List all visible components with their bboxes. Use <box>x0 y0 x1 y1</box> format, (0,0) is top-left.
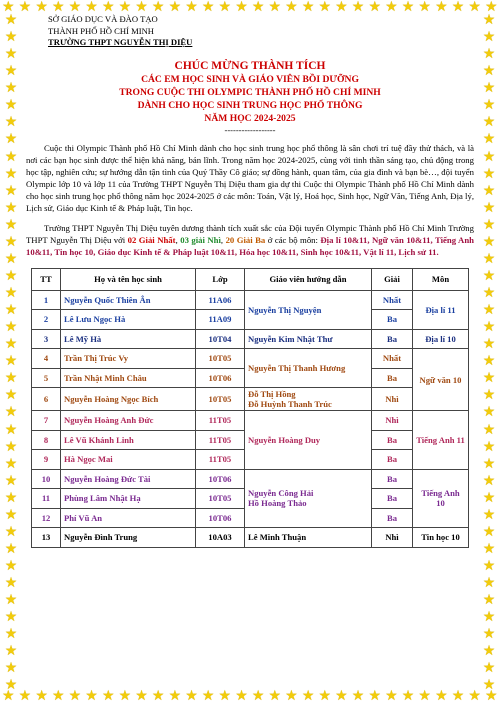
cell-tt: 7 <box>32 411 61 431</box>
star-icon: ★ <box>251 0 265 15</box>
cell-class: 10T05 <box>196 489 245 509</box>
table-row <box>32 290 469 310</box>
star-icon: ★ <box>482 644 496 660</box>
cell-tt: 9 <box>32 450 61 470</box>
star-icon: ★ <box>482 593 496 609</box>
title-line-3: DÀNH CHO HỌC SINH TRUNG HỌC PHỔ THÔNG <box>137 99 363 111</box>
star-icon: ★ <box>351 0 365 15</box>
cell-class: 10T06 <box>196 508 245 528</box>
star-icon: ★ <box>201 689 215 704</box>
star-icon: ★ <box>4 234 18 250</box>
cell-award: Nhì <box>372 411 413 431</box>
star-icon: ★ <box>4 627 18 643</box>
star-icon: ★ <box>4 30 18 46</box>
achievement-intro: Trường THPT Nguyễn Thị Diệu tuyên dương thành tích xuất sắc của Đội tuyển Olympic Thành phố Hồ Chí Minh Trường THPT Nguyễn Thị Diệu với <box>26 222 474 245</box>
school-name: TRƯỜNG THPT NGUYỄN THỊ DIỆU <box>48 37 193 47</box>
star-icon: ★ <box>482 371 496 387</box>
star-icon: ★ <box>168 689 182 704</box>
cell-award: Ba <box>372 508 413 528</box>
cell-student-name: Lê Lưu Ngọc Hà <box>61 310 196 330</box>
star-icon: ★ <box>185 0 198 15</box>
second-prize-count: 03 giải Nhì <box>180 234 221 245</box>
cell-tt: 10 <box>32 469 61 489</box>
star-icon: ★ <box>482 388 496 404</box>
department-name: SỞ GIÁO DỤC VÀ ĐÀO TẠO <box>48 14 158 24</box>
cell-award: Nhì <box>372 388 413 411</box>
cell-student-name: Phùng Lâm Nhật Hạ <box>61 489 196 509</box>
star-border-bottom <box>0 690 500 706</box>
star-icon: ★ <box>101 689 115 704</box>
star-icon: ★ <box>4 303 18 319</box>
intro-paragraph: Cuộc thi Olympic Thành phố Hồ Chí Minh dành cho học sinh trung học phổ thông là sân chơi trí tuệ đầy thử thách, và là nơi các bạn học sinh được thể hiện khả năng, bản lĩnh. Trong năm học 2024-2025, cùng với tinh thần sáng tạo, chủ động trong học tập, nghiên cứu; sự hướng dẫn tận tình của Quý Thầy Cô giáo; sự đồng hành, quan tâm, của gia đình và bạn bè…, đội tuyển Olympic lớp 10 và lớp 11 của Trường THPT Nguyễn Thị Diệu tham gia dự thi Cuộc thi Olympic Thành phố Hồ Chí Minh dành cho học sinh trung học phổ thông năm học 2024-2025 ở các môn: Toán, Vật lý, Hoá học, Sinh học, Ngữ Văn, Tiếng Anh, Địa lý, Lịch sử, Giáo dục Kinh tế & Pháp luật, Tin học. <box>26 142 474 213</box>
cell-tt: 6 <box>32 388 61 411</box>
star-icon: ★ <box>68 0 82 15</box>
achievement-paragraph <box>26 222 474 258</box>
star-icon: ★ <box>4 559 18 574</box>
star-icon: ★ <box>4 354 18 370</box>
star-icon: ★ <box>482 251 496 267</box>
cell-award: Ba <box>372 450 413 470</box>
star-icon: ★ <box>418 0 431 15</box>
star-icon: ★ <box>4 524 18 540</box>
star-icon: ★ <box>482 81 496 97</box>
star-icon: ★ <box>268 0 282 15</box>
cell-class: 10T05 <box>196 349 245 369</box>
star-icon: ★ <box>4 337 18 353</box>
star-icon: ★ <box>482 559 496 574</box>
cell-award: Nhất <box>372 290 413 310</box>
star-icon: ★ <box>4 149 18 165</box>
star-icon: ★ <box>482 439 496 455</box>
title-divider: ------------------ <box>224 124 276 135</box>
star-icon: ★ <box>318 689 332 704</box>
star-icon: ★ <box>401 689 415 704</box>
title-line-1: CÁC EM HỌC SINH VÀ GIÁO VIÊN BỒI DƯỠNG <box>141 73 359 85</box>
star-icon: ★ <box>482 320 496 336</box>
star-icon: ★ <box>482 30 496 46</box>
header-award: Giải <box>372 268 413 290</box>
cell-award: Ba <box>372 310 413 330</box>
star-icon: ★ <box>118 0 132 15</box>
star-icon: ★ <box>482 473 496 489</box>
cell-award: Nhất <box>372 349 413 369</box>
star-icon: ★ <box>251 689 265 704</box>
cell-subject: Địa lí 10 <box>413 329 469 349</box>
cell-teacher <box>245 388 372 411</box>
star-icon: ★ <box>318 0 332 15</box>
star-icon: ★ <box>482 507 496 523</box>
star-icon: ★ <box>85 0 98 15</box>
star-icon: ★ <box>4 661 18 677</box>
table-row <box>32 349 469 369</box>
header-subject: Môn <box>413 268 469 290</box>
table-row <box>32 469 469 489</box>
cell-class: 10T04 <box>196 329 245 349</box>
star-icon: ★ <box>285 0 298 15</box>
star-icon: ★ <box>4 183 18 199</box>
star-icon: ★ <box>482 456 496 472</box>
star-icon: ★ <box>482 337 496 353</box>
star-icon: ★ <box>482 610 496 626</box>
star-icon: ★ <box>235 0 248 15</box>
star-icon: ★ <box>368 689 381 704</box>
third-prize-count: 20 Giải Ba <box>225 234 266 245</box>
title-line-2: TRONG CUỘC THI OLYMPIC THÀNH PHỐ HỒ CHÍ MINH <box>119 86 381 98</box>
subjects-list: Địa lí 10&11, Ngữ văn 10&11, Tiếng Anh 10&11, Tin học 10, Giáo dục Kinh tế & Pháp luật 10&11, Hóa học 10&11, Sinh học 10&11, Vật lí 11, Lịch sử 11. <box>26 234 474 257</box>
cell-tt: 5 <box>32 368 61 388</box>
cell-subject: Tin học 10 <box>413 528 469 548</box>
star-icon: ★ <box>351 689 365 704</box>
cell-class: 11T05 <box>196 411 245 431</box>
table-header-row <box>32 268 469 290</box>
cell-student-name: Nguyễn Quốc Thiên Ân <box>61 290 196 310</box>
cell-teacher <box>245 469 372 528</box>
star-icon: ★ <box>4 610 18 626</box>
star-icon: ★ <box>4 47 18 63</box>
separator: , <box>220 234 224 245</box>
star-icon: ★ <box>482 64 496 80</box>
star-icon: ★ <box>482 627 496 643</box>
cell-subject: Ngữ văn 10 <box>413 349 469 411</box>
cell-tt: 13 <box>32 528 61 548</box>
star-icon: ★ <box>51 689 65 704</box>
star-icon: ★ <box>4 456 18 472</box>
star-icon: ★ <box>118 689 132 704</box>
star-icon: ★ <box>4 115 18 131</box>
cell-student-name: Nguyễn Hoàng Anh Đức <box>61 411 196 431</box>
star-icon: ★ <box>218 0 232 15</box>
city-name: THÀNH PHỐ HỒ CHÍ MINH <box>48 25 154 36</box>
cell-student-name: Lê Vũ Khánh Linh <box>61 430 196 450</box>
star-icon: ★ <box>4 507 18 523</box>
star-icon: ★ <box>4 217 18 233</box>
star-icon: ★ <box>4 678 18 694</box>
star-icon: ★ <box>482 47 496 63</box>
star-icon: ★ <box>482 115 496 131</box>
cell-student-name: Nguyễn Đình Trung <box>61 528 196 548</box>
star-icon: ★ <box>435 0 448 15</box>
document-body <box>26 14 474 548</box>
star-icon: ★ <box>482 541 496 557</box>
table-row <box>32 528 469 548</box>
star-icon: ★ <box>168 0 182 15</box>
star-icon: ★ <box>18 0 32 15</box>
star-icon: ★ <box>4 439 18 455</box>
teacher-name: Đỗ Thị Hồng <box>248 389 296 399</box>
star-border-right <box>481 14 497 694</box>
cell-class: 10A03 <box>196 528 245 548</box>
star-icon: ★ <box>4 166 18 182</box>
star-icon: ★ <box>451 689 465 704</box>
star-icon: ★ <box>335 0 348 15</box>
teacher-name: Hồ Hoàng Thảo <box>248 498 307 509</box>
star-icon: ★ <box>482 405 496 421</box>
star-icon: ★ <box>235 689 248 704</box>
cell-student-name: Nguyễn Hoàng Ngọc Bích <box>61 388 196 411</box>
header-tt: TT <box>32 268 61 290</box>
organization-header <box>48 14 474 49</box>
star-icon: ★ <box>4 320 18 336</box>
cell-tt: 8 <box>32 430 61 450</box>
star-icon: ★ <box>4 473 18 489</box>
star-icon: ★ <box>4 388 18 404</box>
star-icon: ★ <box>218 689 232 704</box>
teacher-name: Đỗ Huỳnh Thanh Trúc <box>248 399 332 409</box>
star-icon: ★ <box>4 405 18 421</box>
table-row <box>32 329 469 349</box>
teacher-name: Nguyễn Công Hải <box>248 488 314 499</box>
cell-teacher: Nguyễn Thị Nguyện <box>245 290 372 329</box>
star-icon: ★ <box>485 689 498 704</box>
cell-class: 11T05 <box>196 430 245 450</box>
star-icon: ★ <box>482 490 496 506</box>
star-icon: ★ <box>4 64 18 80</box>
cell-student-name: Trần Thị Trúc Vy <box>61 349 196 369</box>
star-icon: ★ <box>418 689 431 704</box>
star-icon: ★ <box>482 166 496 182</box>
congratulations-title <box>26 59 474 125</box>
cell-tt: 2 <box>32 310 61 330</box>
star-icon: ★ <box>4 593 18 609</box>
star-icon: ★ <box>4 81 18 97</box>
star-icon: ★ <box>4 200 18 216</box>
star-icon: ★ <box>4 286 18 301</box>
star-icon: ★ <box>482 98 496 114</box>
cell-subject: Địa lí 11 <box>413 290 469 329</box>
star-icon: ★ <box>85 689 98 704</box>
star-icon: ★ <box>4 132 18 148</box>
star-icon: ★ <box>482 422 496 438</box>
star-icon: ★ <box>451 0 465 15</box>
cell-class: 11T05 <box>196 450 245 470</box>
star-icon: ★ <box>4 98 18 114</box>
star-icon: ★ <box>468 689 481 704</box>
star-icon: ★ <box>4 268 18 284</box>
star-icon: ★ <box>482 303 496 319</box>
star-icon: ★ <box>4 251 18 267</box>
star-icon: ★ <box>482 132 496 148</box>
star-icon: ★ <box>482 217 496 233</box>
cell-student-name: Phí Vũ An <box>61 508 196 528</box>
star-icon: ★ <box>18 689 32 704</box>
cell-class: 11A06 <box>196 290 245 310</box>
star-icon: ★ <box>301 689 315 704</box>
star-icon: ★ <box>2 689 15 704</box>
cell-teacher: Lê Minh Thuận <box>245 528 372 548</box>
cell-award: Ba <box>372 368 413 388</box>
star-icon: ★ <box>482 286 496 301</box>
cell-student-name: Nguyễn Hoàng Đức Tài <box>61 469 196 489</box>
star-icon: ★ <box>151 0 165 15</box>
separator: , <box>175 234 178 245</box>
star-icon: ★ <box>35 0 48 15</box>
star-icon: ★ <box>482 234 496 250</box>
table-row <box>32 388 469 411</box>
cell-tt: 3 <box>32 329 61 349</box>
cell-award: Ba <box>372 329 413 349</box>
cell-award: Ba <box>372 489 413 509</box>
cell-class: 10T06 <box>196 469 245 489</box>
star-icon: ★ <box>482 183 496 199</box>
cell-class: 10T06 <box>196 368 245 388</box>
star-icon: ★ <box>468 0 481 15</box>
star-icon: ★ <box>482 678 496 694</box>
cell-award: Nhì <box>372 528 413 548</box>
table-row <box>32 411 469 431</box>
star-icon: ★ <box>482 354 496 370</box>
star-icon: ★ <box>268 689 282 704</box>
star-icon: ★ <box>185 689 198 704</box>
header-teacher: Giáo viên hướng dẫn <box>245 268 372 290</box>
first-prize-count: 02 Giải Nhất <box>127 234 176 245</box>
star-icon: ★ <box>482 200 496 216</box>
star-icon: ★ <box>101 0 115 15</box>
cell-student-name: Hà Ngọc Mai <box>61 450 196 470</box>
star-icon: ★ <box>151 689 165 704</box>
results-table <box>31 268 469 548</box>
star-icon: ★ <box>482 661 496 677</box>
star-icon: ★ <box>51 0 65 15</box>
star-icon: ★ <box>482 13 496 28</box>
header-class: Lớp <box>196 268 245 290</box>
cell-tt: 1 <box>32 290 61 310</box>
cell-class: 10T05 <box>196 388 245 411</box>
star-icon: ★ <box>385 0 398 15</box>
cell-teacher: Nguyễn Hoàng Duy <box>245 411 372 470</box>
star-border-left <box>3 14 19 694</box>
title-main: CHÚC MỪNG THÀNH TÍCH <box>174 59 326 72</box>
star-icon: ★ <box>485 0 498 15</box>
star-icon: ★ <box>301 0 315 15</box>
title-line-4: NĂM HỌC 2024-2025 <box>204 112 296 124</box>
star-icon: ★ <box>335 689 348 704</box>
star-icon: ★ <box>385 689 398 704</box>
cell-teacher: Nguyễn Thị Thanh Hương <box>245 349 372 388</box>
star-icon: ★ <box>435 689 448 704</box>
cell-teacher: Nguyễn Kim Nhật Thư <box>245 329 372 349</box>
cell-student-name: Lê Mỹ Hà <box>61 329 196 349</box>
subjects-intro: ở các bộ môn: <box>267 234 318 245</box>
star-icon: ★ <box>68 689 82 704</box>
star-icon: ★ <box>368 0 381 15</box>
cell-award: Ba <box>372 430 413 450</box>
cell-class: 11A09 <box>196 310 245 330</box>
cell-tt: 12 <box>32 508 61 528</box>
star-icon: ★ <box>482 149 496 165</box>
cell-award: Ba <box>372 469 413 489</box>
star-icon: ★ <box>135 689 148 704</box>
star-icon: ★ <box>482 576 496 592</box>
star-icon: ★ <box>482 268 496 284</box>
header-student-name: Họ và tên học sinh <box>61 268 196 290</box>
star-icon: ★ <box>201 0 215 15</box>
star-icon: ★ <box>285 689 298 704</box>
star-icon: ★ <box>35 689 48 704</box>
star-icon: ★ <box>135 0 148 15</box>
star-icon: ★ <box>401 0 415 15</box>
star-icon: ★ <box>2 0 15 15</box>
star-icon: ★ <box>4 422 18 438</box>
star-icon: ★ <box>4 371 18 387</box>
star-icon: ★ <box>482 524 496 540</box>
star-icon: ★ <box>4 490 18 506</box>
star-icon: ★ <box>4 541 18 557</box>
star-icon: ★ <box>4 576 18 592</box>
cell-tt: 11 <box>32 489 61 509</box>
cell-tt: 4 <box>32 349 61 369</box>
cell-subject: Tiếng Anh 10 <box>413 469 469 528</box>
cell-subject: Tiếng Anh 11 <box>413 411 469 470</box>
star-icon: ★ <box>4 13 18 28</box>
star-icon: ★ <box>4 644 18 660</box>
cell-student-name: Trần Nhật Minh Châu <box>61 368 196 388</box>
